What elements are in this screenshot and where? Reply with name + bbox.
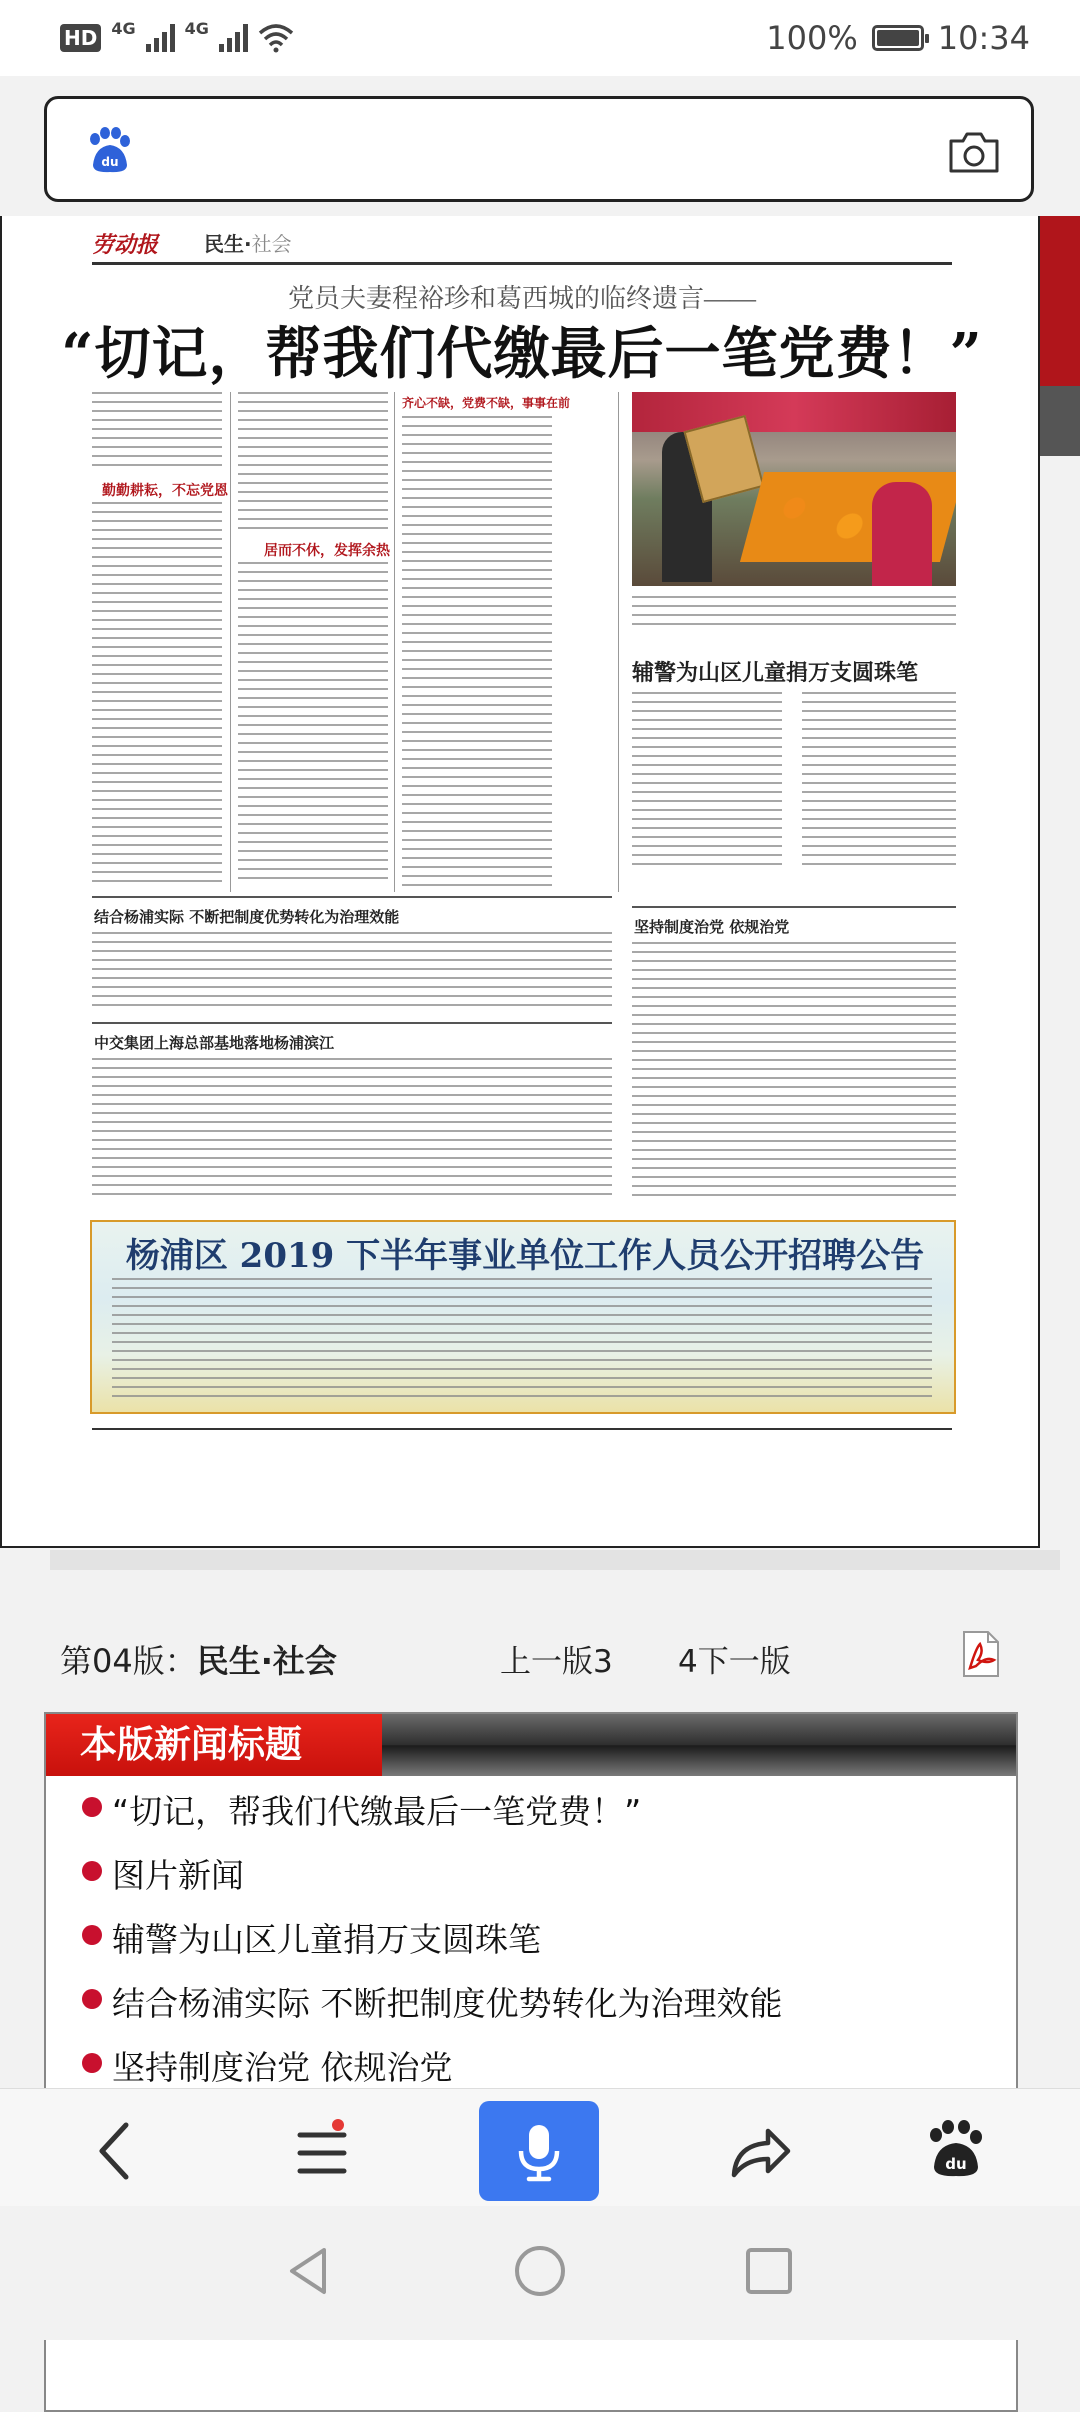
sub-head-3: 齐心不缺，党费不缺，事事在前 [402, 396, 571, 410]
network-type-1: 4G [111, 18, 136, 38]
microphone-icon [479, 2101, 599, 2201]
nav-back-icon[interactable] [274, 2236, 344, 2306]
recruitment-banner[interactable] [90, 1220, 956, 1414]
svg-text:du: du [945, 2155, 967, 2173]
story4-headline[interactable]: 坚持制度治党 依规治党 [634, 918, 790, 936]
bottom-toolbar [0, 2088, 1080, 2207]
newspaper-section: 民生·社会 [204, 232, 292, 256]
sub-head-2: 居而不休，发挥余热 [264, 543, 390, 559]
list-item[interactable]: 辅警为山区儿童捐万支圆珠笔 [46, 1912, 1016, 1976]
battery-percent: 100% [766, 19, 858, 57]
nav-recents-icon[interactable] [734, 2236, 804, 2306]
list-item[interactable]: 结合杨浦实际 不断把制度优势转化为治理效能 [46, 1976, 1016, 2040]
list-item[interactable]: “切记，帮我们代缴最后一笔党费！” [46, 1784, 1016, 1848]
edition-label: 第04版：民生·社会 [60, 1642, 337, 1680]
svg-text:du: du [101, 155, 119, 169]
signal-icon-2 [219, 24, 248, 52]
hd-badge: HD [60, 24, 101, 52]
notification-dot [332, 2119, 344, 2131]
menu-button[interactable] [272, 2101, 372, 2201]
article-kicker: 党员夫妻程裕珍和葛西城的临终遗言—— [287, 284, 756, 313]
bullet-icon [82, 2053, 102, 2073]
baidu-paw-icon[interactable] [83, 125, 133, 175]
newspaper-footer [92, 1428, 952, 1452]
story5-headline[interactable]: 中交集团上海总部基地落地杨浦滨江 [94, 1034, 335, 1052]
news-photo[interactable] [632, 392, 956, 586]
share-icon[interactable] [710, 2101, 810, 2201]
battery-icon [872, 25, 924, 51]
list-item[interactable]: 坚持制度治党 依规治党 [46, 2040, 1016, 2104]
status-bar [0, 0, 1080, 76]
network-type-2: 4G [184, 18, 209, 38]
bullet-icon [82, 1861, 102, 1881]
sub-head-1: 勤勤耕耘，不忘党恩 [102, 483, 228, 499]
story3-headline[interactable]: 结合杨浦实际 不断把制度优势转化为治理效能 [94, 908, 400, 926]
next-edition-link[interactable]: 4下一版 [678, 1644, 791, 1680]
nav-home-icon[interactable] [505, 2236, 575, 2306]
wifi-icon [258, 23, 294, 53]
banner-title: 杨浦区 2019 下半年事业单位工作人员公开招聘公告 [125, 1236, 925, 1276]
search-bar[interactable] [44, 96, 1034, 202]
menu-icon [272, 2101, 372, 2201]
bullet-icon [82, 1925, 102, 1945]
story2-headline[interactable]: 辅警为山区儿童捐万支圆珠笔 [632, 660, 919, 686]
news-list-title: 本版新闻标题 [46, 1714, 382, 1776]
signal-icon [146, 24, 175, 52]
clock: 10:34 [937, 19, 1030, 57]
edition-row [60, 1630, 1020, 1680]
news-list-header [46, 1714, 1016, 1776]
newspaper-page[interactable] [0, 216, 1040, 1548]
newspaper-logo: 劳动报 [92, 232, 159, 258]
voice-search-button[interactable] [479, 2101, 599, 2201]
prev-edition-link[interactable]: 上一版3 [500, 1644, 613, 1680]
bullet-icon [82, 1989, 102, 2009]
chevron-left-icon[interactable] [68, 2101, 168, 2201]
article-headline[interactable]: “切记，帮我们代缴最后一笔党费！” [61, 321, 983, 387]
list-item[interactable]: 图片新闻 [46, 1848, 1016, 1912]
newspaper-header [92, 228, 952, 265]
baidu-paw-icon[interactable] [906, 2101, 1006, 2201]
pdf-icon[interactable] [958, 1630, 1002, 1678]
system-nav-bar [0, 2206, 1080, 2340]
bullet-icon [82, 1797, 102, 1817]
camera-icon[interactable] [947, 129, 1001, 175]
